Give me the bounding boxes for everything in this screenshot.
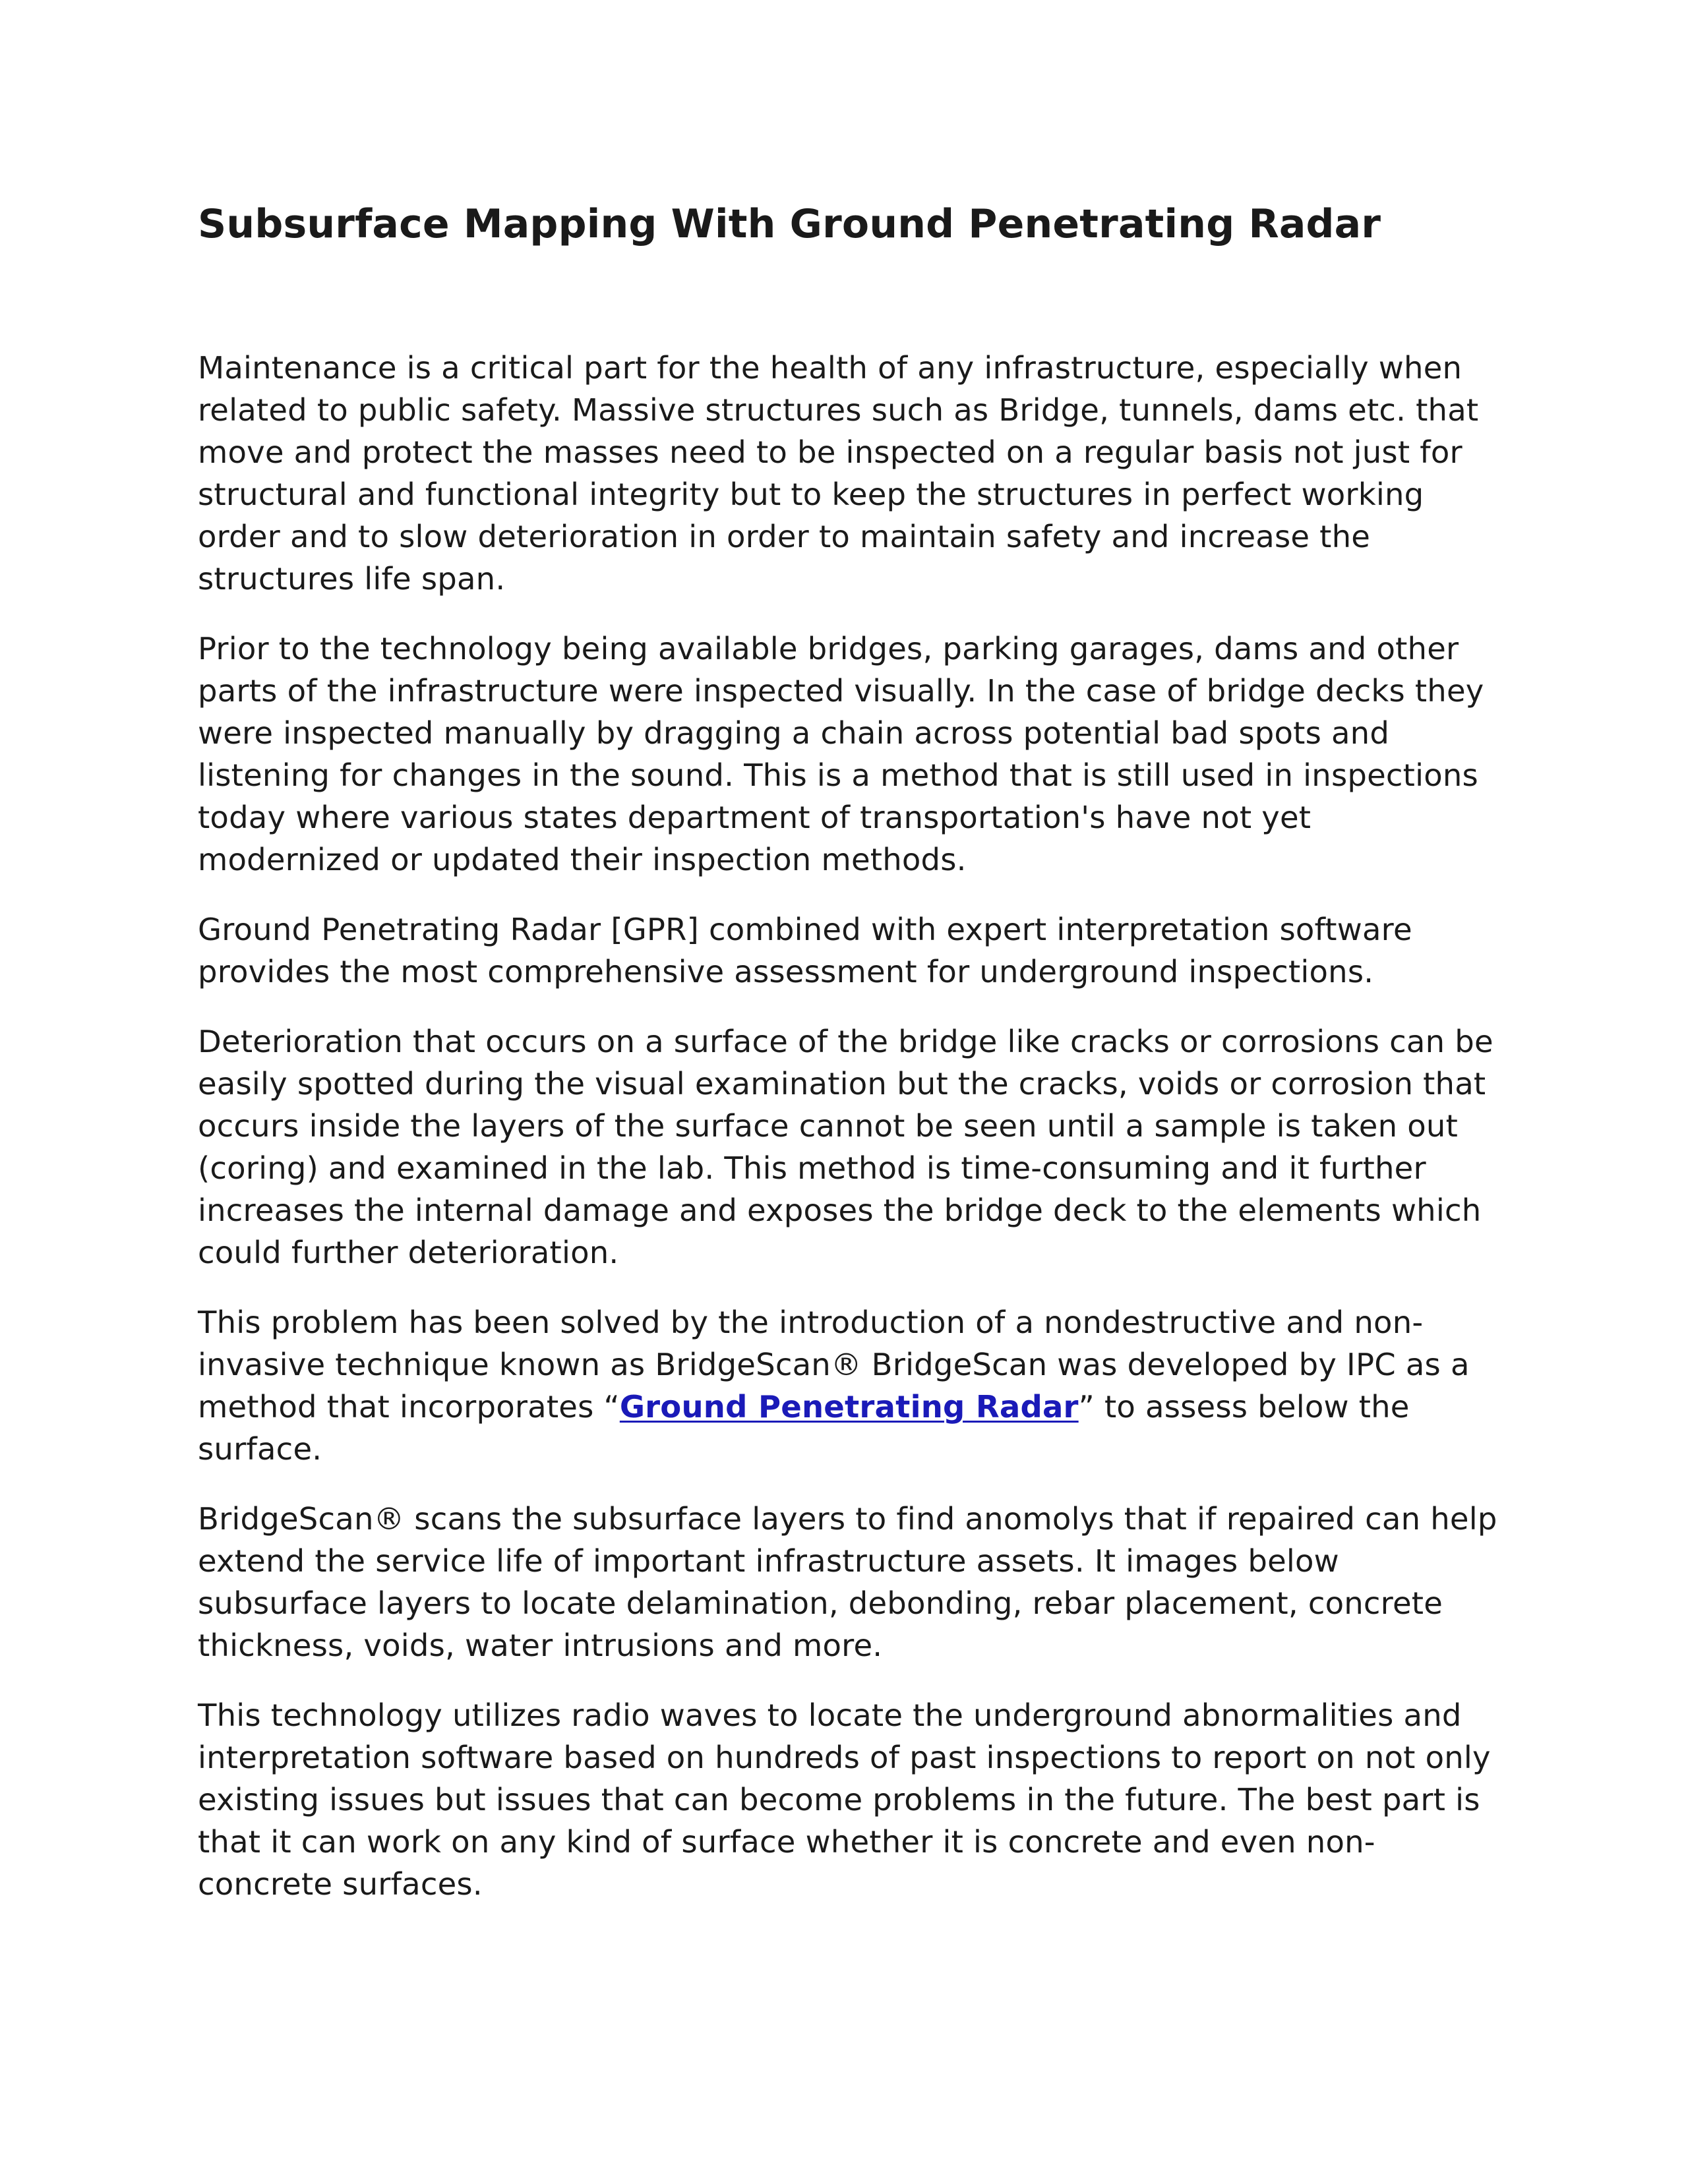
paragraph-text-after-link: ” to assess below the surface. xyxy=(198,1389,1410,1467)
document-body xyxy=(198,347,1503,1905)
paragraph-deterioration: Deterioration that occurs on a surface of the bridge like cracks or corrosions can be easily spotted during the visual examination but the cracks, voids or corrosion that occurs inside the layers of the surface cannot be seen until a sample is taken out (coring) and examined in the lab. This method is time-consuming and it further increases the internal damage and exposes the bridge deck to the elements which could further deterioration. xyxy=(198,1024,1493,1270)
paragraph-maintenance: Maintenance is a critical part for the health of any infrastructure, especially when related to public safety. Massive structures such as Bridge, tunnels, dams etc. that move and protect the masses need to be inspected on a regular basis not just for structural and functional integrity but to keep the structures in perfect working order and to slow deterioration in order to maintain safety and increase the structures life span. xyxy=(198,350,1479,597)
document-page xyxy=(198,195,1503,1933)
paragraph-radio-waves: This technology utilizes radio waves to locate the underground abnormalities and interpretation software based on hundreds of past inspections to report on not only existing issues but issues that can become problems in the future. The best part is that it can work on any kind of surface whether it is concrete and even non-concrete surfaces. xyxy=(198,1697,1491,1902)
ground-penetrating-radar-link[interactable]: Ground Penetrating Radar xyxy=(619,1389,1079,1425)
paragraph-prior-technology: Prior to the technology being available bridges, parking garages, dams and other parts of the infrastructure were inspected visually. In the case of bridge decks they were inspected manually by dragging a chain across potential bad spots and listening for changes in the sound. This is a method that is still used in inspections today where various states department of transportation's have not yet modernized or updated their inspection methods. xyxy=(198,631,1484,877)
document-title: Subsurface Mapping With Ground Penetrating Radar xyxy=(198,201,1381,247)
paragraph-gpr-intro: Ground Penetrating Radar [GPR] combined with expert interpretation software provides the most comprehensive assessment for underground inspections. xyxy=(198,912,1412,989)
paragraph-bridgescan-scans: BridgeScan® scans the subsurface layers to find anomolys that if repaired can help extend the service life of important infrastructure assets. It images below subsurface layers to locate delamination, debonding, rebar placement, concrete thickness, voids, water intrusions and more. xyxy=(198,1501,1497,1663)
paragraph-bridgescan-intro xyxy=(198,1301,1503,1470)
paragraph-text-before-link: This problem has been solved by the introduction of a nondestructive and non-invasive technique known as BridgeScan® BridgeScan was developed by IPC as a method that incorporates “ xyxy=(198,1305,1470,1425)
